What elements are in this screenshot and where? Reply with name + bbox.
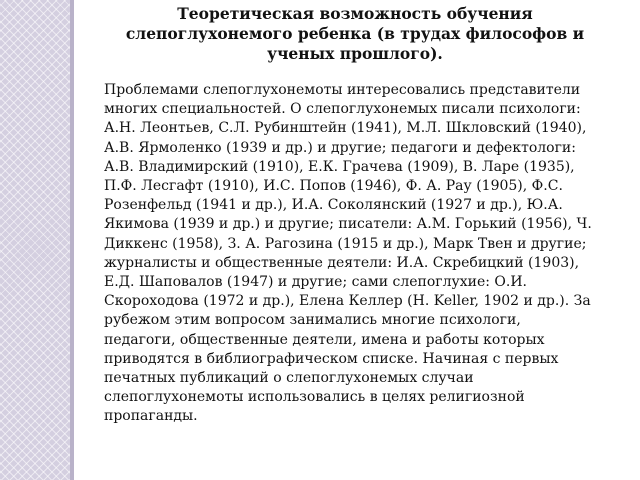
slide-body-text: Проблемами слепоглухонемоты интересовались представители многих специальностей. О слепоглухонемых писали психологи: А.Н. Леонтьев, С.Л. Рубинштейн (1941), М.Л. Шкловский (1940), А.В. Ярмоленко (1939 и др.) и другие; педагоги и дефектологи: А.В. Владимирский (1910), Е.К. Грачева (1909), В. Ларе (1935), П.Ф. Лесгафт (1910), И.С. Попов (1946), Ф. А. Рау (1905), Ф.С. Розенфельд (1941 и др.), И.А. Соколянский (1927 и др.), Ю.А. Якимова (1939 и др.) и другие; писатели: А.М. Горький (1956), Ч. Диккенс (1958), З. А. Рагозина (1915 и др.), Марк Твен и другие; журналисты и общественные деятели: И.А. Скребицкий (1903), Е.Д. Шаповалов (1947) и другие; сами слепоглухие: О.И. Скороходова (1972 и др.), Елена Келлер (H. Keller, 1902 и др.). За рубежом этим вопросом занимались многие психологи, педагоги, общественные деятели, имена и работы которых приводятся в библиографическом списке. Начиная с первых печатных публикаций о слепоглухонемых случаи слепоглухонемоты использовались в целях религиозной пропаганды. [104,82,592,425]
decorative-side-pattern [0,0,70,480]
slide-title: Теоретическая возможность обучения слепоглухонемого ребенка (в трудах философов и ученых прошлого). [125,4,585,63]
side-pattern-edge [70,0,74,480]
